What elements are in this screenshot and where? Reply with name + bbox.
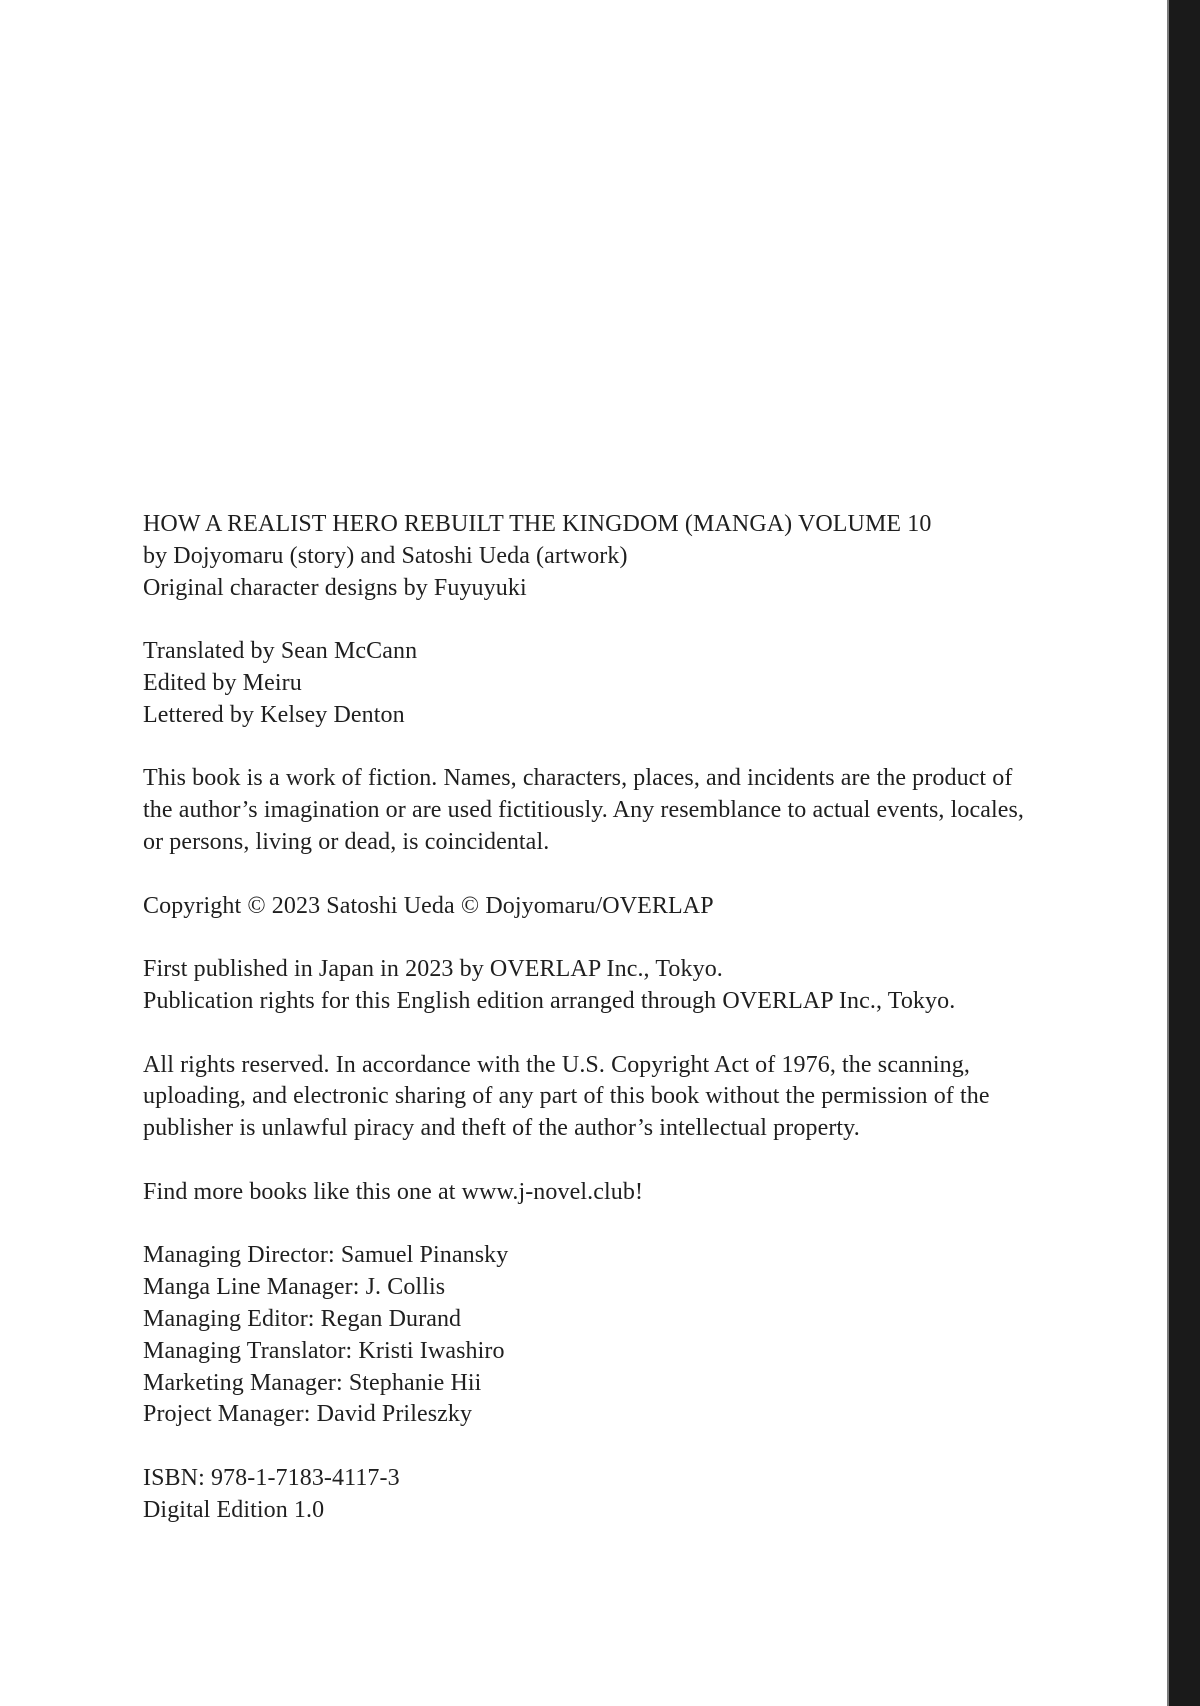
- isbn-line: ISBN: 978-1-7183-4117-3: [143, 1464, 400, 1491]
- book-title: HOW A REALIST HERO REBUILT THE KINGDOM (MANGA) VOLUME 10: [143, 511, 932, 537]
- copyright-line: Copyright © 2023 Satoshi Ueda © Dojyomaru/OVERLAP: [143, 892, 714, 919]
- rights-notice-line: publisher is unlawful piracy and theft of the author’s intellectual property.: [143, 1115, 860, 1142]
- publication-line: First published in Japan in 2023 by OVERLAP Inc., Tokyo.: [143, 956, 723, 983]
- fiction-disclaimer-line: or persons, living or dead, is coincidental.: [143, 828, 550, 855]
- editor-credit: Edited by Meiru: [143, 669, 302, 696]
- publication-block: [143, 954, 1143, 1018]
- credits-block: [143, 636, 1143, 731]
- fiction-disclaimer-line: the author’s imagination or are used fictitiously. Any resemblance to actual events, locales,: [143, 797, 1025, 824]
- letterer-credit: Lettered by Kelsey Denton: [143, 701, 405, 728]
- copyright-block: [143, 891, 1143, 923]
- page-edge-strip: [1167, 0, 1200, 1706]
- staff-credit-line: Manga Line Manager: J. Collis: [143, 1274, 446, 1301]
- colophon-text: [143, 509, 1143, 1558]
- promo-block: [143, 1177, 1143, 1209]
- translator-credit: Translated by Sean McCann: [143, 638, 418, 665]
- staff-credit-line: Project Manager: David Prileszky: [143, 1401, 473, 1428]
- staff-block: [143, 1240, 1143, 1431]
- character-designer-credit: Original character designs by Fuyuyuki: [143, 574, 527, 601]
- rights-notice-line: All rights reserved. In accordance with the U.S. Copyright Act of 1976, the scanning,: [143, 1051, 970, 1078]
- staff-credit-line: Marketing Manager: Stephanie Hii: [143, 1369, 482, 1396]
- byline: by Dojyomaru (story) and Satoshi Ueda (artwork): [143, 542, 628, 569]
- staff-credit-line: Managing Translator: Kristi Iwashiro: [143, 1337, 505, 1364]
- staff-credit-line: Managing Director: Samuel Pinansky: [143, 1242, 509, 1269]
- rights-notice-line: uploading, and electronic sharing of any part of this book without the permission of the: [143, 1083, 990, 1110]
- edition-block: [143, 1463, 1143, 1527]
- title-block: [143, 509, 1143, 604]
- publication-line: Publication rights for this English edition arranged through OVERLAP Inc., Tokyo.: [143, 987, 956, 1014]
- fiction-disclaimer-line: This book is a work of fiction. Names, characters, places, and incidents are the product of: [143, 765, 1013, 792]
- staff-credit-line: Managing Editor: Regan Durand: [143, 1305, 462, 1332]
- edition-line: Digital Edition 1.0: [143, 1496, 325, 1523]
- promo-line: Find more books like this one at www.j-novel.club!: [143, 1178, 644, 1205]
- rights-notice: [143, 1050, 1143, 1145]
- fiction-disclaimer: [143, 763, 1143, 858]
